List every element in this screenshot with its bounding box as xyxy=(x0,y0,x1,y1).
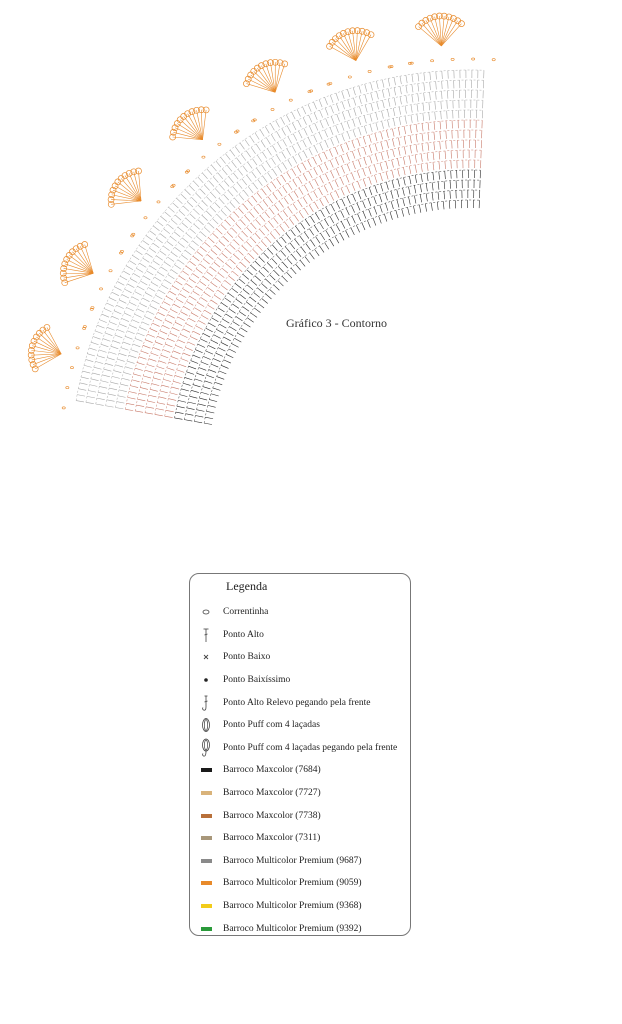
legend-label: Barroco Maxcolor (7738) xyxy=(223,810,321,821)
legend-label: Ponto Alto Relevo pegando pela frente xyxy=(223,697,371,708)
color-swatch xyxy=(197,904,215,908)
legend-item-puff xyxy=(190,714,410,737)
legend-item-yarn-7311 xyxy=(190,827,410,850)
legend-label: Barroco Multicolor Premium (9687) xyxy=(223,855,362,866)
color-swatch xyxy=(197,836,215,840)
legend-item-double-crochet xyxy=(190,624,410,647)
legend-item-yarn-9368 xyxy=(190,895,410,918)
legend-label: Barroco Maxcolor (7311) xyxy=(223,833,321,844)
legend-label: Barroco Maxcolor (7727) xyxy=(223,788,321,799)
legend-label: Ponto Puff com 4 laçadas xyxy=(223,720,320,731)
double-crochet-icon xyxy=(197,627,215,643)
front-post-double-crochet-icon xyxy=(197,694,215,712)
legend-label: Correntinha xyxy=(223,607,269,618)
legend-item-chain xyxy=(190,601,410,624)
chain-stitch-icon xyxy=(197,609,215,615)
legend-label: Barroco Multicolor Premium (9059) xyxy=(223,878,362,889)
legend-item-yarn-7738 xyxy=(190,804,410,827)
legend-box xyxy=(189,573,411,936)
legend-item-yarn-7727 xyxy=(190,782,410,805)
puff-stitch-icon xyxy=(197,717,215,733)
legend-item-slip-stitch xyxy=(190,669,410,692)
legend-label: Ponto Alto xyxy=(223,629,264,640)
legend-label: Barroco Maxcolor (7684) xyxy=(223,765,321,776)
color-swatch xyxy=(197,768,215,772)
color-swatch xyxy=(197,791,215,795)
legend-item-yarn-9392 xyxy=(190,917,410,940)
single-crochet-icon xyxy=(197,653,215,661)
legend-item-front-post xyxy=(190,691,410,714)
legend-label: Ponto Baixíssimo xyxy=(223,675,291,686)
color-swatch xyxy=(197,859,215,863)
legend-item-yarn-9687 xyxy=(190,850,410,873)
legend-item-single-crochet xyxy=(190,646,410,669)
legend-item-yarn-9059 xyxy=(190,872,410,895)
legend-list xyxy=(190,601,410,940)
legend-label: Ponto Baixo xyxy=(223,652,271,663)
legend-title: Legenda xyxy=(226,579,268,593)
legend-item-yarn-7684 xyxy=(190,759,410,782)
legend-label: Barroco Multicolor Premium (9368) xyxy=(223,901,362,912)
color-swatch xyxy=(197,927,215,931)
color-swatch xyxy=(197,881,215,885)
front-post-puff-stitch-icon xyxy=(197,738,215,758)
slip-stitch-icon xyxy=(197,676,215,684)
legend-item-front-post-puff xyxy=(190,737,410,760)
color-swatch xyxy=(197,814,215,818)
legend-label: Ponto Puff com 4 laçadas pegando pela frente xyxy=(223,742,398,753)
chart-title: Gráfico 3 - Contorno xyxy=(286,316,387,330)
legend-label: Barroco Multicolor Premium (9392) xyxy=(223,923,362,934)
